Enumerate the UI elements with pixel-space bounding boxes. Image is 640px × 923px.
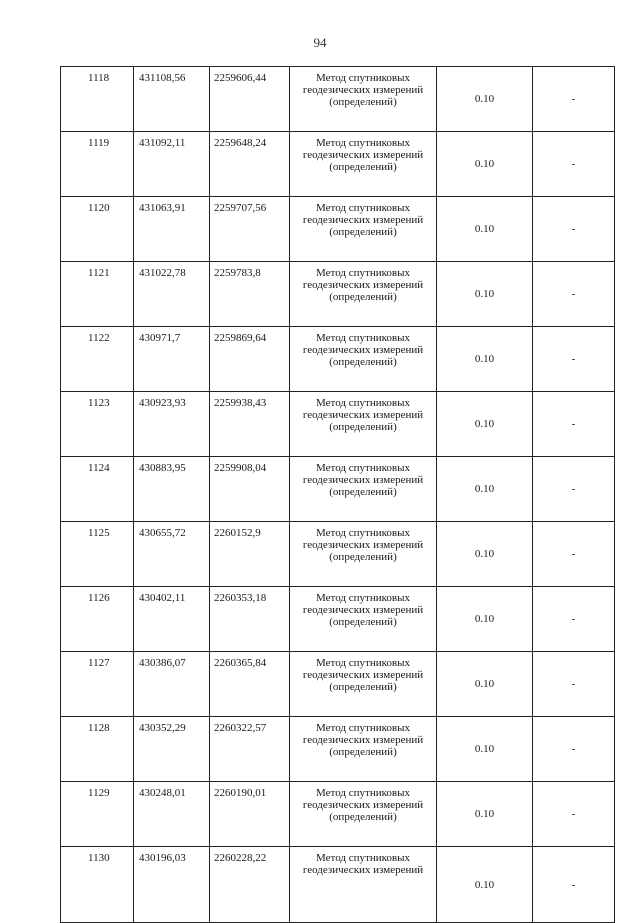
y-coordinate-cell: 2259908,04 — [210, 457, 290, 522]
x-coordinate-cell: 431063,91 — [134, 197, 210, 262]
method-line: (определений) — [329, 421, 397, 433]
table-row — [61, 392, 615, 457]
method-line: геодезических измерений — [302, 864, 424, 876]
y-coordinate-cell: 2259869,64 — [210, 327, 290, 392]
note-cell: - — [533, 132, 615, 197]
method-line: Метод спутниковых — [316, 137, 410, 149]
method-line: геодезических измерений — [302, 669, 424, 681]
method-line: геодезических измерений — [302, 539, 424, 551]
point-number-cell: 1130 — [61, 847, 134, 923]
method-line: Метод спутниковых — [316, 852, 410, 864]
method-line: Метод спутниковых — [316, 657, 410, 669]
y-coordinate-cell: 2259606,44 — [210, 67, 290, 132]
point-number-cell: 1121 — [61, 262, 134, 327]
accuracy-cell: 0.10 — [437, 652, 533, 717]
note-cell: - — [533, 262, 615, 327]
method-line: Метод спутниковых — [316, 527, 410, 539]
method-cell — [290, 587, 437, 652]
method-cell — [290, 262, 437, 327]
method-line: геодезических измерений — [302, 84, 424, 96]
accuracy-cell: 0.10 — [437, 262, 533, 327]
method-cell — [290, 782, 437, 847]
method-cell — [290, 327, 437, 392]
table-row — [61, 847, 615, 923]
method-line: геодезических измерений — [302, 799, 424, 811]
method-line: (определений) — [329, 681, 397, 693]
y-coordinate-cell: 2259783,8 — [210, 262, 290, 327]
method-line: (определений) — [329, 616, 397, 628]
point-number-cell: 1128 — [61, 717, 134, 782]
accuracy-cell: 0.10 — [437, 67, 533, 132]
table-row — [61, 327, 615, 392]
note-cell: - — [533, 457, 615, 522]
note-cell: - — [533, 522, 615, 587]
accuracy-cell: 0.10 — [437, 197, 533, 262]
method-line: (определений) — [329, 356, 397, 368]
method-cell — [290, 197, 437, 262]
method-cell — [290, 457, 437, 522]
method-line: Метод спутниковых — [316, 462, 410, 474]
accuracy-cell: 0.10 — [437, 587, 533, 652]
method-cell — [290, 132, 437, 197]
method-cell — [290, 847, 437, 923]
method-line: геодезических измерений — [302, 344, 424, 356]
method-line: Метод спутниковых — [316, 722, 410, 734]
x-coordinate-cell: 430923,93 — [134, 392, 210, 457]
table-row — [61, 457, 615, 522]
x-coordinate-cell: 431022,78 — [134, 262, 210, 327]
method-line: геодезических измерений — [302, 279, 424, 291]
point-number-cell: 1127 — [61, 652, 134, 717]
method-line: (определений) — [329, 551, 397, 563]
coordinates-table — [60, 66, 615, 923]
method-line: Метод спутниковых — [316, 592, 410, 604]
accuracy-cell: 0.10 — [437, 457, 533, 522]
y-coordinate-cell: 2260322,57 — [210, 717, 290, 782]
method-line: (определений) — [329, 811, 397, 823]
method-cell — [290, 67, 437, 132]
y-coordinate-cell: 2260365,84 — [210, 652, 290, 717]
y-coordinate-cell: 2259648,24 — [210, 132, 290, 197]
method-cell — [290, 717, 437, 782]
point-number-cell: 1123 — [61, 392, 134, 457]
page-number: 94 — [313, 35, 327, 50]
point-number-cell: 1122 — [61, 327, 134, 392]
accuracy-cell: 0.10 — [437, 717, 533, 782]
method-line: (определений) — [329, 161, 397, 173]
note-cell: - — [533, 717, 615, 782]
point-number-cell: 1129 — [61, 782, 134, 847]
table-row — [61, 522, 615, 587]
method-line: геодезических измерений — [302, 474, 424, 486]
method-line: геодезических измерений — [302, 604, 424, 616]
y-coordinate-cell: 2260353,18 — [210, 587, 290, 652]
method-line: Метод спутниковых — [316, 202, 410, 214]
method-line: Метод спутниковых — [316, 332, 410, 344]
table-row — [61, 132, 615, 197]
method-line: Метод спутниковых — [316, 397, 410, 409]
table-row — [61, 262, 615, 327]
note-cell: - — [533, 197, 615, 262]
x-coordinate-cell: 431092,11 — [134, 132, 210, 197]
table-row — [61, 197, 615, 262]
table-row — [61, 587, 615, 652]
method-line: (определений) — [329, 486, 397, 498]
table-row — [61, 652, 615, 717]
accuracy-cell: 0.10 — [437, 327, 533, 392]
method-line: (определений) — [329, 226, 397, 238]
note-cell: - — [533, 652, 615, 717]
point-number-cell: 1124 — [61, 457, 134, 522]
x-coordinate-cell: 430402,11 — [134, 587, 210, 652]
method-line: (определений) — [329, 746, 397, 758]
note-cell: - — [533, 67, 615, 132]
point-number-cell: 1119 — [61, 132, 134, 197]
accuracy-cell: 0.10 — [437, 522, 533, 587]
x-coordinate-cell: 430883,95 — [134, 457, 210, 522]
point-number-cell: 1120 — [61, 197, 134, 262]
x-coordinate-cell: 430386,07 — [134, 652, 210, 717]
note-cell: - — [533, 327, 615, 392]
accuracy-cell: 0.10 — [437, 132, 533, 197]
table-row — [61, 782, 615, 847]
method-cell — [290, 522, 437, 587]
method-line: (определений) — [329, 291, 397, 303]
table-row — [61, 717, 615, 782]
x-coordinate-cell: 430971,7 — [134, 327, 210, 392]
point-number-cell: 1125 — [61, 522, 134, 587]
method-cell — [290, 392, 437, 457]
method-line: геодезических измерений — [302, 149, 424, 161]
table-row — [61, 67, 615, 132]
note-cell: - — [533, 392, 615, 457]
note-cell: - — [533, 847, 615, 923]
method-line: (определений) — [329, 96, 397, 108]
note-cell: - — [533, 587, 615, 652]
y-coordinate-cell: 2260152,9 — [210, 522, 290, 587]
method-line: геодезических измерений — [302, 734, 424, 746]
method-line: геодезических измерений — [302, 409, 424, 421]
x-coordinate-cell: 431108,56 — [134, 67, 210, 132]
accuracy-cell: 0.10 — [437, 392, 533, 457]
y-coordinate-cell: 2260190,01 — [210, 782, 290, 847]
x-coordinate-cell: 430655,72 — [134, 522, 210, 587]
x-coordinate-cell: 430196,03 — [134, 847, 210, 923]
table-body — [61, 67, 615, 923]
y-coordinate-cell: 2259707,56 — [210, 197, 290, 262]
accuracy-cell: 0.10 — [437, 847, 533, 923]
method-line: Метод спутниковых — [316, 787, 410, 799]
point-number-cell: 1126 — [61, 587, 134, 652]
accuracy-cell: 0.10 — [437, 782, 533, 847]
point-number-cell: 1118 — [61, 67, 134, 132]
method-line: Метод спутниковых — [316, 72, 410, 84]
method-line: геодезических измерений — [302, 214, 424, 226]
x-coordinate-cell: 430248,01 — [134, 782, 210, 847]
x-coordinate-cell: 430352,29 — [134, 717, 210, 782]
y-coordinate-cell: 2260228,22 — [210, 847, 290, 923]
y-coordinate-cell: 2259938,43 — [210, 392, 290, 457]
note-cell: - — [533, 782, 615, 847]
method-cell — [290, 652, 437, 717]
method-line: Метод спутниковых — [316, 267, 410, 279]
